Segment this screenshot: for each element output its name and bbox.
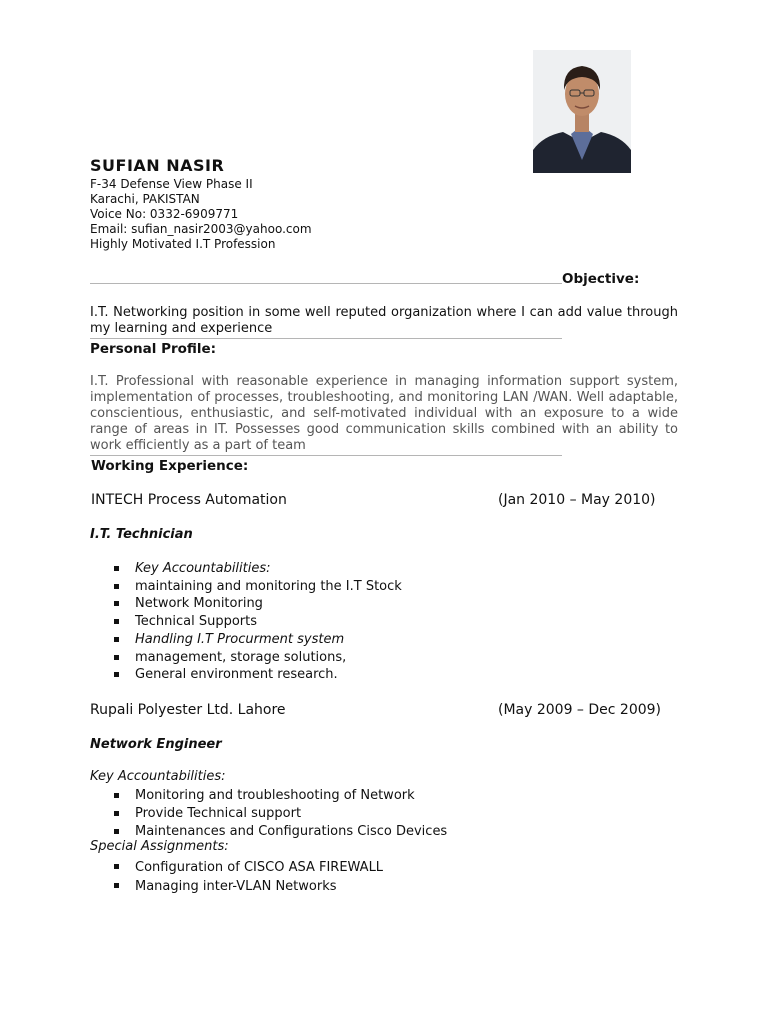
- list-item: Managing inter-VLAN Networks: [112, 877, 383, 896]
- job-company: INTECH Process Automation: [91, 492, 287, 508]
- address-line-2: Karachi, PAKISTAN: [90, 192, 200, 206]
- list-item: Maintenances and Configurations Cisco Devices: [112, 823, 447, 841]
- person-photo-icon: [533, 50, 631, 173]
- job-accountabilities-list: [112, 560, 402, 684]
- objective-underline: [90, 338, 562, 339]
- job-assignments-list: [112, 858, 383, 896]
- objective-rule: [90, 283, 562, 284]
- list-item: Configuration of CISCO ASA FIREWALL: [112, 858, 383, 877]
- list-item: Provide Technical support: [112, 805, 447, 823]
- experience-heading: Working Experience:: [91, 458, 249, 474]
- list-item: Monitoring and troubleshooting of Network: [112, 787, 447, 805]
- job-role: I.T. Technician: [90, 527, 193, 542]
- tagline: Highly Motivated I.T Profession: [90, 237, 276, 251]
- address-line-1: F-34 Defense View Phase II: [90, 177, 253, 191]
- contact-block: [90, 177, 312, 252]
- objective-heading: Objective:: [562, 271, 640, 287]
- list-item: Technical Supports: [112, 613, 402, 631]
- job-dates: (Jan 2010 – May 2010): [498, 492, 656, 508]
- objective-text: I.T. Networking position in some well reputed organization where I can add value through my learning and experience: [90, 305, 678, 336]
- list-item: maintaining and monitoring the I.T Stock: [112, 578, 402, 596]
- job-company: Rupali Polyester Ltd. Lahore: [90, 702, 286, 718]
- job-dates: (May 2009 – Dec 2009): [498, 702, 662, 718]
- voice-number: Voice No: 0332-6909771: [90, 207, 239, 221]
- profile-heading: Personal Profile:: [90, 341, 217, 357]
- job-role: Network Engineer: [90, 737, 222, 752]
- profile-text: I.T. Professional with reasonable experience in managing information support system, implementation of processes, troubleshooting, and monitoring LAN /WAN. Well adaptable, conscientious, enthusiastic, and self-motivated individual with an exposure to a wide range of areas in IT. Possesses good communication skills combined with an ability to work efficiently as a part of team: [90, 374, 678, 453]
- candidate-name: SUFIAN NASIR: [90, 156, 225, 175]
- list-item: Network Monitoring: [112, 595, 402, 613]
- list-item: management, storage solutions,: [112, 649, 402, 667]
- list-item: General environment research.: [112, 666, 402, 684]
- list-item: Handling I.T Procurment system: [112, 631, 402, 649]
- assignments-label: Special Assignments:: [90, 839, 229, 854]
- list-item: Key Accountabilities:: [112, 560, 402, 578]
- profile-photo: [533, 50, 631, 173]
- email-address: Email: sufian_nasir2003@yahoo.com: [90, 222, 312, 236]
- job-accountabilities-list: [112, 787, 447, 841]
- accountabilities-label: Key Accountabilities:: [90, 769, 226, 784]
- profile-underline: [90, 455, 562, 456]
